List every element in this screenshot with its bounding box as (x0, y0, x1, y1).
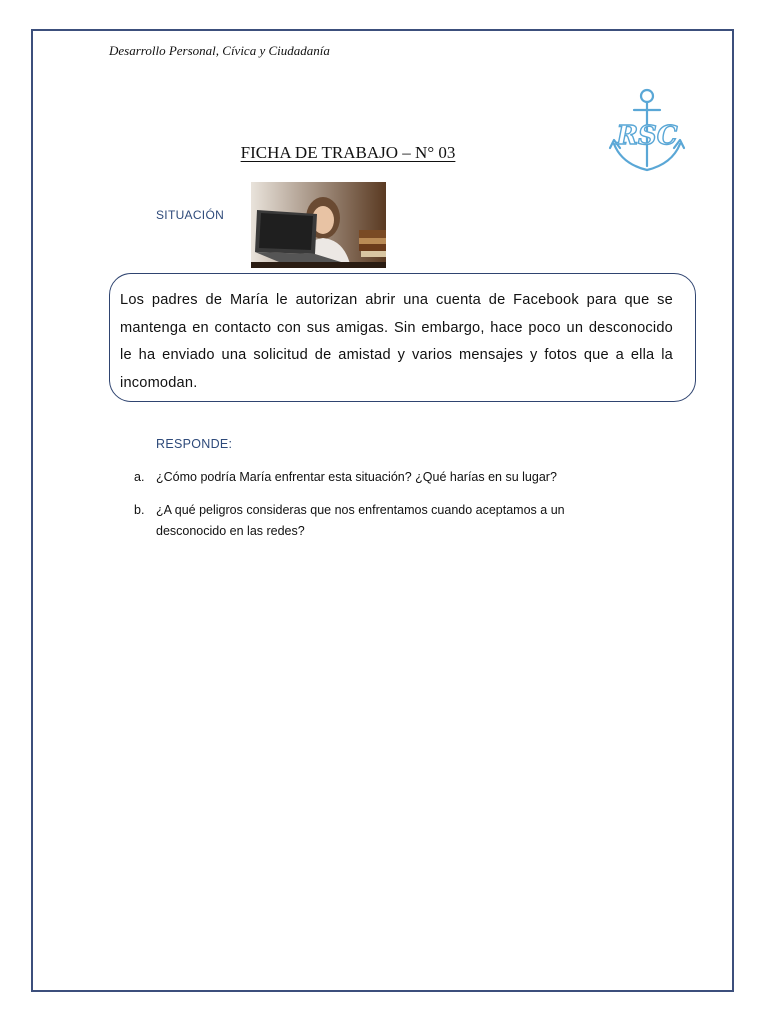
question-marker: a. (134, 470, 145, 484)
situation-label: SITUACIÓN (156, 208, 225, 222)
question-text: ¿A qué peligros consideras que nos enfrentamos cuando aceptamos a un desconocido en las redes? (156, 503, 565, 538)
situation-box (109, 273, 696, 402)
school-logo-anchor-icon (606, 84, 688, 180)
worksheet-title: FICHA DE TRABAJO – N° 03 (240, 143, 456, 162)
course-header: Desarrollo Personal, Cívica y Ciudadanía (109, 43, 330, 58)
girl-at-laptop-photo (251, 182, 386, 268)
question-a (134, 467, 654, 489)
situation-text: Los padres de María le autorizan abrir una cuenta de Facebook para que se mantenga en contacto con sus amigas. Sin embargo, hace poco un desconocido le ha enviado una solicitud de amistad y varios mensajes y fotos que a ella la incomodan. (120, 292, 673, 391)
question-text: ¿Cómo podría María enfrentar esta situación? ¿Qué harías en su lugar? (156, 470, 557, 484)
respond-label: RESPONDE: (156, 437, 233, 451)
logo-letters: RSC (616, 121, 678, 151)
question-marker: b. (134, 503, 145, 517)
question-b (134, 500, 654, 544)
